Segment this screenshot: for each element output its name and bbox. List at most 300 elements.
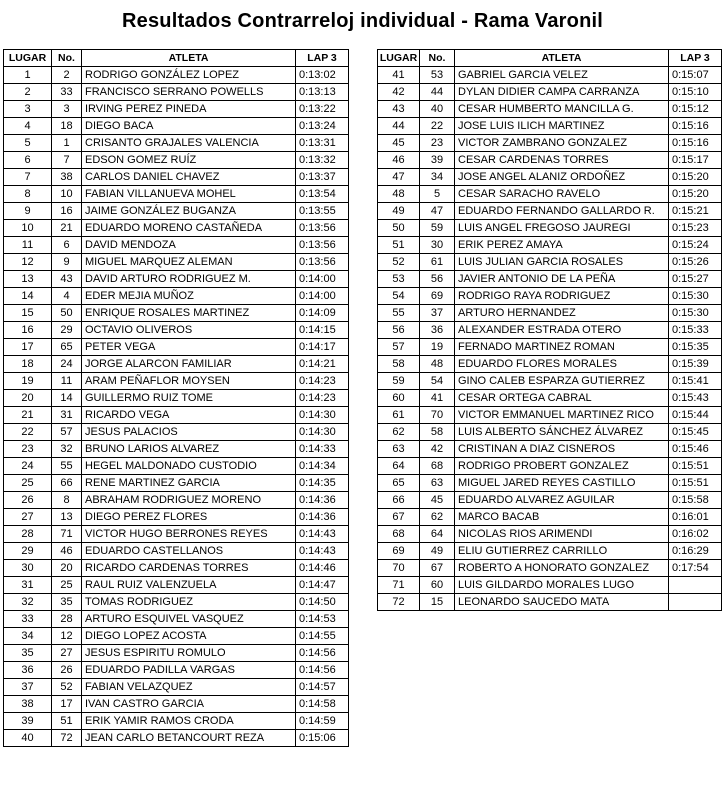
table-row [378,254,722,271]
table-row [4,560,349,577]
cell-lugar: 72 [378,594,420,611]
cell-no: 22 [420,118,455,135]
cell-atleta: JESUS ESPIRITU ROMULO [82,645,296,662]
table-row [4,220,349,237]
cell-lugar: 38 [4,696,52,713]
cell-atleta: EDER MEJIA MUÑOZ [82,288,296,305]
table-row [4,628,349,645]
cell-no: 44 [420,84,455,101]
cell-lap: 0:14:55 [296,628,349,645]
table-header-row [378,50,722,67]
cell-lap: 0:14:50 [296,594,349,611]
table-row [4,713,349,730]
cell-no: 55 [52,458,82,475]
cell-atleta: ALEXANDER ESTRADA OTERO [455,322,669,339]
cell-lugar: 59 [378,373,420,390]
table-row [4,356,349,373]
cell-no: 27 [52,645,82,662]
cell-lap: 0:15:30 [669,288,722,305]
cell-no: 64 [420,526,455,543]
cell-lap: 0:13:31 [296,135,349,152]
cell-no: 9 [52,254,82,271]
cell-lap: 0:15:58 [669,492,722,509]
cell-atleta: FRANCISCO SERRANO POWELLS [82,84,296,101]
cell-lap: 0:16:29 [669,543,722,560]
table-row [378,373,722,390]
table-row [378,169,722,186]
cell-no: 45 [420,492,455,509]
cell-lugar: 9 [4,203,52,220]
cell-atleta: DYLAN DIDIER CAMPA CARRANZA [455,84,669,101]
table-row [4,322,349,339]
table-row [4,67,349,84]
cell-atleta: LEONARDO SAUCEDO MATA [455,594,669,611]
table-row [4,543,349,560]
cell-lugar: 1 [4,67,52,84]
table-row [4,730,349,747]
cell-no: 2 [52,67,82,84]
cell-lap: 0:15:30 [669,305,722,322]
cell-atleta: EDUARDO ALVAREZ AGUILAR [455,492,669,509]
cell-atleta: JAIME GONZÁLEZ BUGANZA [82,203,296,220]
cell-lugar: 30 [4,560,52,577]
cell-lap: 0:14:09 [296,305,349,322]
table-row [4,390,349,407]
cell-lap: 0:13:54 [296,186,349,203]
cell-lugar: 34 [4,628,52,645]
cell-no: 57 [52,424,82,441]
cell-no: 31 [52,407,82,424]
cell-no: 17 [52,696,82,713]
cell-no: 21 [52,220,82,237]
cell-atleta: VICTOR EMMANUEL MARTINEZ RICO [455,407,669,424]
cell-lugar: 8 [4,186,52,203]
cell-no: 67 [420,560,455,577]
cell-lugar: 24 [4,458,52,475]
cell-lap: 0:14:30 [296,407,349,424]
cell-lap [669,594,722,611]
cell-lugar: 37 [4,679,52,696]
cell-lap: 0:14:23 [296,390,349,407]
cell-lap: 0:14:58 [296,696,349,713]
table-row [4,203,349,220]
cell-atleta: CRISANTO GRAJALES VALENCIA [82,135,296,152]
cell-no: 18 [52,118,82,135]
page-title: Resultados Contrarreloj individual - Rama Varonil [121,10,603,32]
table-row [4,186,349,203]
cell-no: 33 [52,84,82,101]
table-row [378,322,722,339]
cell-no: 71 [52,526,82,543]
cell-atleta: LUIS JULIAN GARCIA ROSALES [455,254,669,271]
cell-atleta: MARCO BACAB [455,509,669,526]
cell-lugar: 39 [4,713,52,730]
cell-no: 30 [420,237,455,254]
cell-lap: 0:13:22 [296,101,349,118]
cell-lap: 0:14:30 [296,424,349,441]
header-lap: LAP 3 [669,50,722,67]
cell-no: 40 [420,101,455,118]
cell-lugar: 64 [378,458,420,475]
cell-no: 4 [52,288,82,305]
cell-lugar: 27 [4,509,52,526]
cell-lugar: 11 [4,237,52,254]
table-row [4,118,349,135]
cell-atleta: IRVING PEREZ PINEDA [82,101,296,118]
cell-lugar: 43 [378,101,420,118]
cell-lugar: 41 [378,67,420,84]
cell-lap: 0:15:20 [669,169,722,186]
cell-lap: 0:14:00 [296,271,349,288]
cell-lap: 0:15:06 [296,730,349,747]
table-row [378,509,722,526]
cell-lugar: 49 [378,203,420,220]
table-row [378,152,722,169]
cell-lugar: 28 [4,526,52,543]
cell-no: 32 [52,441,82,458]
cell-no: 19 [420,339,455,356]
cell-no: 50 [52,305,82,322]
cell-lap: 0:13:56 [296,220,349,237]
cell-atleta: CESAR HUMBERTO MANCILLA G. [455,101,669,118]
cell-lugar: 29 [4,543,52,560]
cell-lugar: 6 [4,152,52,169]
cell-lap: 0:14:17 [296,339,349,356]
cell-atleta: DAVID ARTURO RODRIGUEZ M. [82,271,296,288]
cell-no: 28 [52,611,82,628]
cell-lap: 0:15:23 [669,220,722,237]
cell-lap: 0:15:51 [669,458,722,475]
table-row [378,492,722,509]
table-row [4,492,349,509]
cell-atleta: FERNADO MARTINEZ ROMAN [455,339,669,356]
table-row [378,526,722,543]
cell-no: 1 [52,135,82,152]
cell-lap: 0:14:00 [296,288,349,305]
table-row [4,169,349,186]
cell-no: 29 [52,322,82,339]
cell-atleta: VICTOR ZAMBRANO GONZALEZ [455,135,669,152]
cell-lugar: 42 [378,84,420,101]
table-row [4,594,349,611]
cell-lugar: 18 [4,356,52,373]
cell-no: 37 [420,305,455,322]
cell-no: 3 [52,101,82,118]
cell-atleta: DIEGO PEREZ FLORES [82,509,296,526]
table-row [4,611,349,628]
cell-lap: 0:14:36 [296,509,349,526]
cell-no: 35 [52,594,82,611]
cell-atleta: LUIS ANGEL FREGOSO JAUREGI [455,220,669,237]
cell-atleta: LUIS ALBERTO SÁNCHEZ ÁLVAREZ [455,424,669,441]
cell-no: 61 [420,254,455,271]
cell-lap: 0:15:07 [669,67,722,84]
cell-atleta: JEAN CARLO BETANCOURT REZA [82,730,296,747]
cell-atleta: GABRIEL GARCIA VELEZ [455,67,669,84]
header-atleta: ATLETA [82,50,296,67]
cell-no: 65 [52,339,82,356]
cell-lugar: 16 [4,322,52,339]
cell-lap: 0:16:02 [669,526,722,543]
cell-lap: 0:14:33 [296,441,349,458]
cell-lap: 0:14:34 [296,458,349,475]
cell-lap: 0:15:16 [669,135,722,152]
table-row [378,305,722,322]
cell-atleta: RENE MARTINEZ GARCIA [82,475,296,492]
cell-lap: 0:15:43 [669,390,722,407]
cell-lugar: 25 [4,475,52,492]
cell-no: 59 [420,220,455,237]
cell-lap: 0:13:24 [296,118,349,135]
cell-lugar: 55 [378,305,420,322]
table-row [378,390,722,407]
table-row [4,577,349,594]
cell-no: 52 [52,679,82,696]
cell-no: 42 [420,441,455,458]
cell-lap: 0:13:56 [296,237,349,254]
cell-atleta: GINO CALEB ESPARZA GUTIERREZ [455,373,669,390]
cell-no: 63 [420,475,455,492]
cell-lugar: 26 [4,492,52,509]
cell-lap: 0:15:17 [669,152,722,169]
cell-atleta: HEGEL MALDONADO CUSTODIO [82,458,296,475]
table-row [4,254,349,271]
cell-lugar: 19 [4,373,52,390]
cell-lap: 0:14:53 [296,611,349,628]
cell-lugar: 32 [4,594,52,611]
cell-atleta: FABIAN VELAZQUEZ [82,679,296,696]
cell-no: 53 [420,67,455,84]
cell-lugar: 14 [4,288,52,305]
cell-atleta: JOSE ANGEL ALANIZ ORDOÑEZ [455,169,669,186]
cell-atleta: DIEGO BACA [82,118,296,135]
header-lap: LAP 3 [296,50,349,67]
table-row [378,135,722,152]
cell-atleta: ROBERTO A HONORATO GONZALEZ [455,560,669,577]
cell-no: 14 [52,390,82,407]
cell-atleta: BRUNO LARIOS ALVAREZ [82,441,296,458]
table-row [4,662,349,679]
cell-lap: 0:14:21 [296,356,349,373]
cell-no: 49 [420,543,455,560]
table-row [4,441,349,458]
cell-atleta: RODRIGO GONZÁLEZ LOPEZ [82,67,296,84]
cell-lap: 0:14:36 [296,492,349,509]
cell-atleta: NICOLAS RIOS ARIMENDI [455,526,669,543]
cell-lap: 0:14:35 [296,475,349,492]
cell-atleta: CRISTINAN A DIAZ CISNEROS [455,441,669,458]
cell-atleta: DIEGO LOPEZ ACOSTA [82,628,296,645]
cell-lugar: 20 [4,390,52,407]
cell-no: 41 [420,390,455,407]
cell-atleta: ARAM PEÑAFLOR MOYSEN [82,373,296,390]
cell-no: 26 [52,662,82,679]
cell-no: 72 [52,730,82,747]
table-row [4,526,349,543]
cell-lugar: 3 [4,101,52,118]
table-row [4,373,349,390]
table-row [4,509,349,526]
cell-atleta: FABIAN VILLANUEVA MOHEL [82,186,296,203]
cell-lugar: 71 [378,577,420,594]
table-row [378,424,722,441]
cell-no: 51 [52,713,82,730]
cell-lap: 0:13:56 [296,254,349,271]
cell-atleta: RICARDO VEGA [82,407,296,424]
cell-atleta: RICARDO CARDENAS TORRES [82,560,296,577]
table-row [378,271,722,288]
cell-no: 34 [420,169,455,186]
table-row [378,67,722,84]
cell-atleta: EDUARDO MORENO CASTAÑEDA [82,220,296,237]
cell-atleta: CESAR CARDENAS TORRES [455,152,669,169]
cell-lugar: 4 [4,118,52,135]
cell-lugar: 48 [378,186,420,203]
cell-no: 20 [52,560,82,577]
table-row [4,271,349,288]
results-table-left [3,49,349,747]
cell-lap: 0:15:27 [669,271,722,288]
cell-lap: 0:15:16 [669,118,722,135]
cell-no: 24 [52,356,82,373]
table-row [4,407,349,424]
cell-no: 47 [420,203,455,220]
cell-lap: 0:15:44 [669,407,722,424]
cell-no: 23 [420,135,455,152]
table-header-row [4,50,349,67]
cell-lugar: 69 [378,543,420,560]
cell-no: 11 [52,373,82,390]
table-row [378,203,722,220]
table-row [378,441,722,458]
cell-atleta: TOMAS RODRIGUEZ [82,594,296,611]
cell-no: 69 [420,288,455,305]
table-row [4,475,349,492]
cell-atleta: LUIS GILDARDO MORALES LUGO [455,577,669,594]
cell-lugar: 62 [378,424,420,441]
table-row [4,84,349,101]
header-atleta: ATLETA [455,50,669,67]
cell-atleta: GUILLERMO RUIZ TOME [82,390,296,407]
cell-lap: 0:13:02 [296,67,349,84]
cell-lugar: 65 [378,475,420,492]
cell-no: 16 [52,203,82,220]
cell-lap: 0:14:43 [296,526,349,543]
cell-lugar: 58 [378,356,420,373]
cell-no: 70 [420,407,455,424]
cell-no: 68 [420,458,455,475]
cell-lap: 0:14:23 [296,373,349,390]
cell-no: 10 [52,186,82,203]
cell-lugar: 35 [4,645,52,662]
cell-atleta: EDUARDO FLORES MORALES [455,356,669,373]
table-row [378,543,722,560]
cell-lugar: 52 [378,254,420,271]
cell-no: 6 [52,237,82,254]
cell-no: 62 [420,509,455,526]
cell-lugar: 10 [4,220,52,237]
table-row [4,645,349,662]
cell-lugar: 46 [378,152,420,169]
cell-no: 66 [52,475,82,492]
cell-lap: 0:15:51 [669,475,722,492]
cell-lugar: 51 [378,237,420,254]
table-row [4,288,349,305]
cell-no: 13 [52,509,82,526]
cell-atleta: RAUL RUIZ VALENZUELA [82,577,296,594]
table-row [378,220,722,237]
cell-lugar: 50 [378,220,420,237]
cell-lap: 0:15:45 [669,424,722,441]
table-row [378,101,722,118]
header-no: No. [420,50,455,67]
cell-atleta: CARLOS DANIEL CHAVEZ [82,169,296,186]
cell-lap: 0:13:55 [296,203,349,220]
cell-lap: 0:16:01 [669,509,722,526]
cell-lap: 0:15:46 [669,441,722,458]
table-row [378,118,722,135]
table-row [4,101,349,118]
header-no: No. [52,50,82,67]
cell-atleta: CESAR SARACHO RAVELO [455,186,669,203]
table-row [4,152,349,169]
cell-no: 8 [52,492,82,509]
cell-atleta: ENRIQUE ROSALES MARTINEZ [82,305,296,322]
cell-no: 48 [420,356,455,373]
cell-lugar: 33 [4,611,52,628]
cell-atleta: JORGE ALARCON FAMILIAR [82,356,296,373]
cell-no: 54 [420,373,455,390]
header-lugar: LUGAR [4,50,52,67]
cell-atleta: ERIK YAMIR RAMOS CRODA [82,713,296,730]
cell-lugar: 57 [378,339,420,356]
table-row [4,424,349,441]
cell-atleta: ERIK PEREZ AMAYA [455,237,669,254]
cell-lap [669,577,722,594]
cell-lugar: 66 [378,492,420,509]
cell-no: 43 [52,271,82,288]
cell-no: 5 [420,186,455,203]
cell-atleta: JOSE LUIS ILICH MARTINEZ [455,118,669,135]
cell-atleta: DAVID MENDOZA [82,237,296,254]
cell-lugar: 21 [4,407,52,424]
cell-atleta: EDUARDO PADILLA VARGAS [82,662,296,679]
cell-atleta: PETER VEGA [82,339,296,356]
cell-atleta: ABRAHAM RODRIGUEZ MORENO [82,492,296,509]
cell-lap: 0:14:46 [296,560,349,577]
cell-no: 60 [420,577,455,594]
cell-lap: 0:14:43 [296,543,349,560]
cell-lap: 0:14:15 [296,322,349,339]
table-row [378,288,722,305]
cell-lugar: 63 [378,441,420,458]
header-lugar: LUGAR [378,50,420,67]
cell-no: 25 [52,577,82,594]
cell-lap: 0:14:56 [296,645,349,662]
cell-lugar: 47 [378,169,420,186]
cell-lap: 0:15:21 [669,203,722,220]
cell-lugar: 56 [378,322,420,339]
cell-lap: 0:15:41 [669,373,722,390]
cell-atleta: ARTURO HERNANDEZ [455,305,669,322]
cell-lap: 0:14:47 [296,577,349,594]
cell-lugar: 44 [378,118,420,135]
cell-lap: 0:15:33 [669,322,722,339]
cell-lap: 0:13:37 [296,169,349,186]
table-row [378,577,722,594]
cell-lugar: 68 [378,526,420,543]
cell-atleta: JAVIER ANTONIO DE LA PEÑA [455,271,669,288]
